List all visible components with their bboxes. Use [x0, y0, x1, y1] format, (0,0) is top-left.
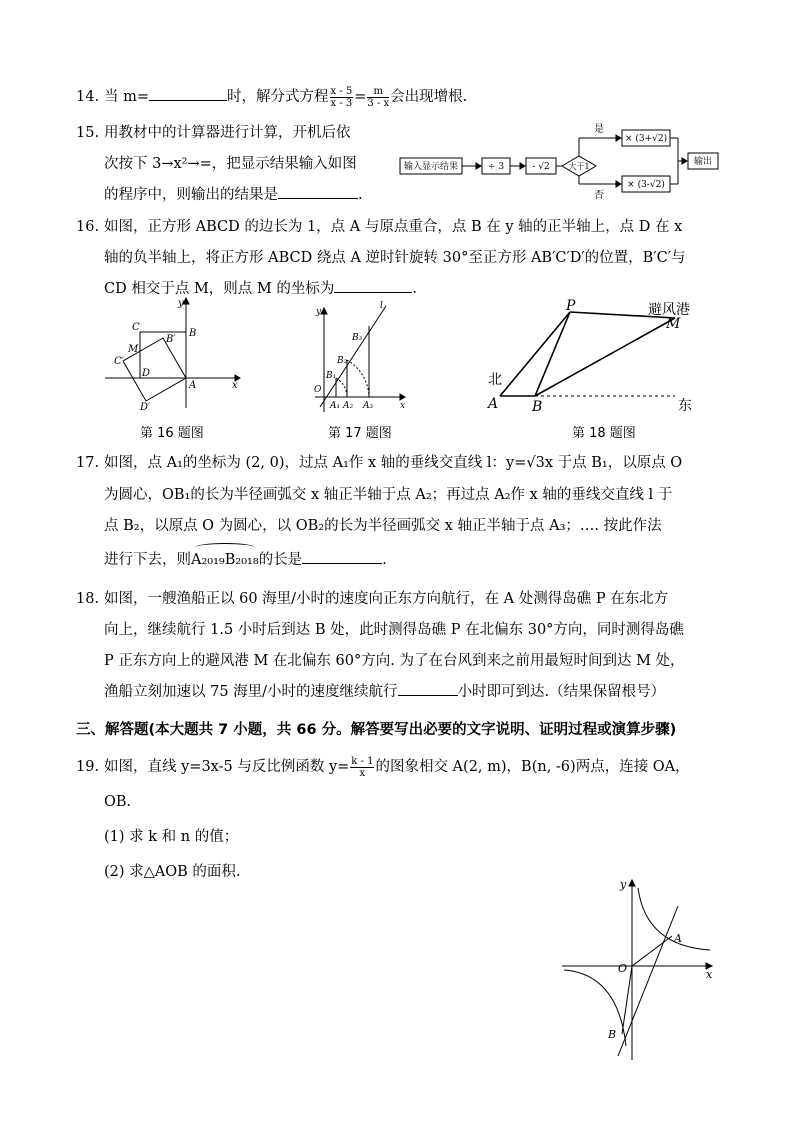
svg-text:M: M	[666, 316, 681, 332]
svg-text:C′: C′	[114, 356, 124, 367]
svg-text:× (3-√2): × (3-√2)	[627, 180, 665, 190]
hyperbola-branch-2	[564, 970, 626, 1046]
svg-text:× (3+√2): × (3+√2)	[624, 134, 668, 144]
answer-blank[interactable]	[334, 276, 412, 293]
svg-text:A: A	[488, 396, 499, 412]
svg-text:B: B	[532, 399, 543, 415]
svg-text:- √2: - √2	[532, 162, 550, 172]
section-heading: 三、解答题(本大题共 7 小题，共 66 分。解答要写出必要的文字说明、证明过程或演算步骤)	[76, 722, 677, 738]
svg-text:x: x	[706, 968, 713, 981]
svg-text:y: y	[178, 298, 184, 309]
figure-19	[560, 876, 720, 1062]
answer-blank[interactable]	[149, 84, 227, 101]
flowchart	[396, 118, 722, 202]
svg-text:O: O	[314, 385, 322, 395]
fraction: $\frac{m}{3 - x}$	[367, 85, 390, 109]
arc-notation: A₂₀₁₉B₂₀₁₈	[191, 545, 259, 577]
svg-text:B′: B′	[166, 334, 176, 345]
svg-text:A₃: A₃	[363, 401, 374, 411]
svg-text:B₁: B₁	[326, 371, 337, 381]
figure-16	[100, 296, 250, 416]
svg-text:y: y	[620, 878, 627, 891]
question-14: 14. 当 m= 时，解分式方程 $\frac{x - 5}{x - 3}$ = $\frac{m}{3 - x}$ 会出现增根.	[76, 82, 716, 113]
question-16: 16. 如图，正方形 ABCD 的边长为 1，点 A 与原点重合，点 B 在 y 轴的正半轴上，点 D 在 x 轴的负半轴上，将正方形 ABCD 绕点 A 逆时针旋转 30°至正方形 AB′C′D′的位置，B′C′与 CD 相交于点 M，则点 M 的坐标为 .	[76, 212, 716, 305]
line-y3x-5	[618, 906, 678, 1056]
answer-blank[interactable]	[398, 679, 458, 696]
figure-18	[480, 296, 720, 418]
svg-text:A₁: A₁	[330, 401, 341, 411]
answer-blank[interactable]	[278, 182, 358, 199]
svg-text:否: 否	[594, 190, 604, 201]
svg-text:÷ 3: ÷ 3	[487, 162, 505, 172]
question-15: 15. 用教材中的计算器进行计算，开机后依 次按下 3→x²→=，把显示结果输入如图 的程序中，则输出的结果是 .	[76, 118, 406, 211]
svg-text:P: P	[566, 298, 576, 314]
svg-text:B₃: B₃	[352, 333, 363, 343]
question-number: 16.	[76, 219, 100, 235]
svg-text:是: 是	[594, 124, 604, 135]
svg-text:M: M	[128, 344, 139, 355]
svg-text:A₂: A₂	[343, 401, 354, 411]
svg-text:D′: D′	[140, 402, 151, 413]
svg-text:O: O	[618, 962, 628, 975]
question-17: 17. 如图，点 A₁的坐标为 (2, 0)，过点 A₁作 x 轴的垂线交直线 l：y=√3x 于点 B₁，以原点 O 为圆心，OB₁的长为半径画弧交 x 轴正半轴于点 A₂；再过点 A₂作 x 轴的垂线交直线 l 于 点 B₂，以原点 O 为圆心，以 OB₂的长为半径画弧交 x 轴正半轴于点 A₃；…. 按此作法 进行下去，则 A₂₀₁₉B₂₀₁₈的长是 .	[76, 448, 716, 576]
svg-text:输出: 输出	[693, 157, 713, 167]
svg-text:北: 北	[488, 372, 502, 388]
svg-text:东: 东	[678, 398, 692, 414]
question-number: 14.	[76, 89, 100, 105]
svg-text:避风港: 避风港	[648, 302, 690, 318]
fraction: $\frac{k - 1}{x}$	[351, 755, 374, 779]
svg-text:输入显示结果: 输入显示结果	[403, 162, 459, 172]
figure-16-caption: 第 16 题图	[140, 426, 204, 441]
question-number: 19.	[76, 759, 100, 775]
line-l	[320, 306, 386, 407]
svg-text:y: y	[316, 307, 322, 317]
svg-text:D: D	[142, 368, 151, 379]
svg-text:x: x	[232, 380, 238, 391]
figure-18-caption: 第 18 题图	[572, 426, 636, 441]
question-18: 18. 如图，一艘渔船正以 60 海里/小时的速度向正东方向航行，在 A 处测得岛礁 P 在东北方 向上，继续航行 1.5 小时后到达 B 处，此时测得岛礁 P 在北偏东 30°方向，同时测得岛礁 P 正东方向上的避风港 M 在北偏东 60°方向. 为了在台风到来之前用最短时间到达 M 处， 渔船立刻加速以 75 海里/小时的速度继续航行 小时即可到达.（结果保留根号）	[76, 584, 716, 708]
svg-text:B: B	[189, 328, 197, 339]
question-number: 17.	[76, 455, 100, 471]
figure-17	[300, 300, 415, 418]
svg-text:B: B	[608, 1028, 617, 1041]
svg-text:l: l	[380, 301, 383, 311]
question-number: 15.	[76, 125, 100, 141]
question-19: 19. 如图，直线 y=3x-5 与反比例函数 y= $\frac{k - 1}{x}$ 的图象相交 A(2, m)，B(n, -6)两点，连接 OA， OB. (1) 求 k 和 n 的值； (2) 求△AOB 的面积.	[76, 752, 716, 888]
svg-text:B₂: B₂	[337, 356, 348, 366]
svg-text:C: C	[132, 322, 140, 333]
answer-blank[interactable]	[302, 547, 382, 564]
svg-text:A: A	[189, 380, 197, 391]
svg-text:A: A	[674, 932, 682, 945]
figure-17-caption: 第 17 题图	[328, 426, 392, 441]
fraction: $\frac{x - 5}{x - 3}$	[330, 85, 353, 109]
svg-text:x: x	[400, 401, 406, 411]
question-number: 18.	[76, 591, 100, 607]
svg-text:大于1: 大于1	[568, 162, 590, 171]
